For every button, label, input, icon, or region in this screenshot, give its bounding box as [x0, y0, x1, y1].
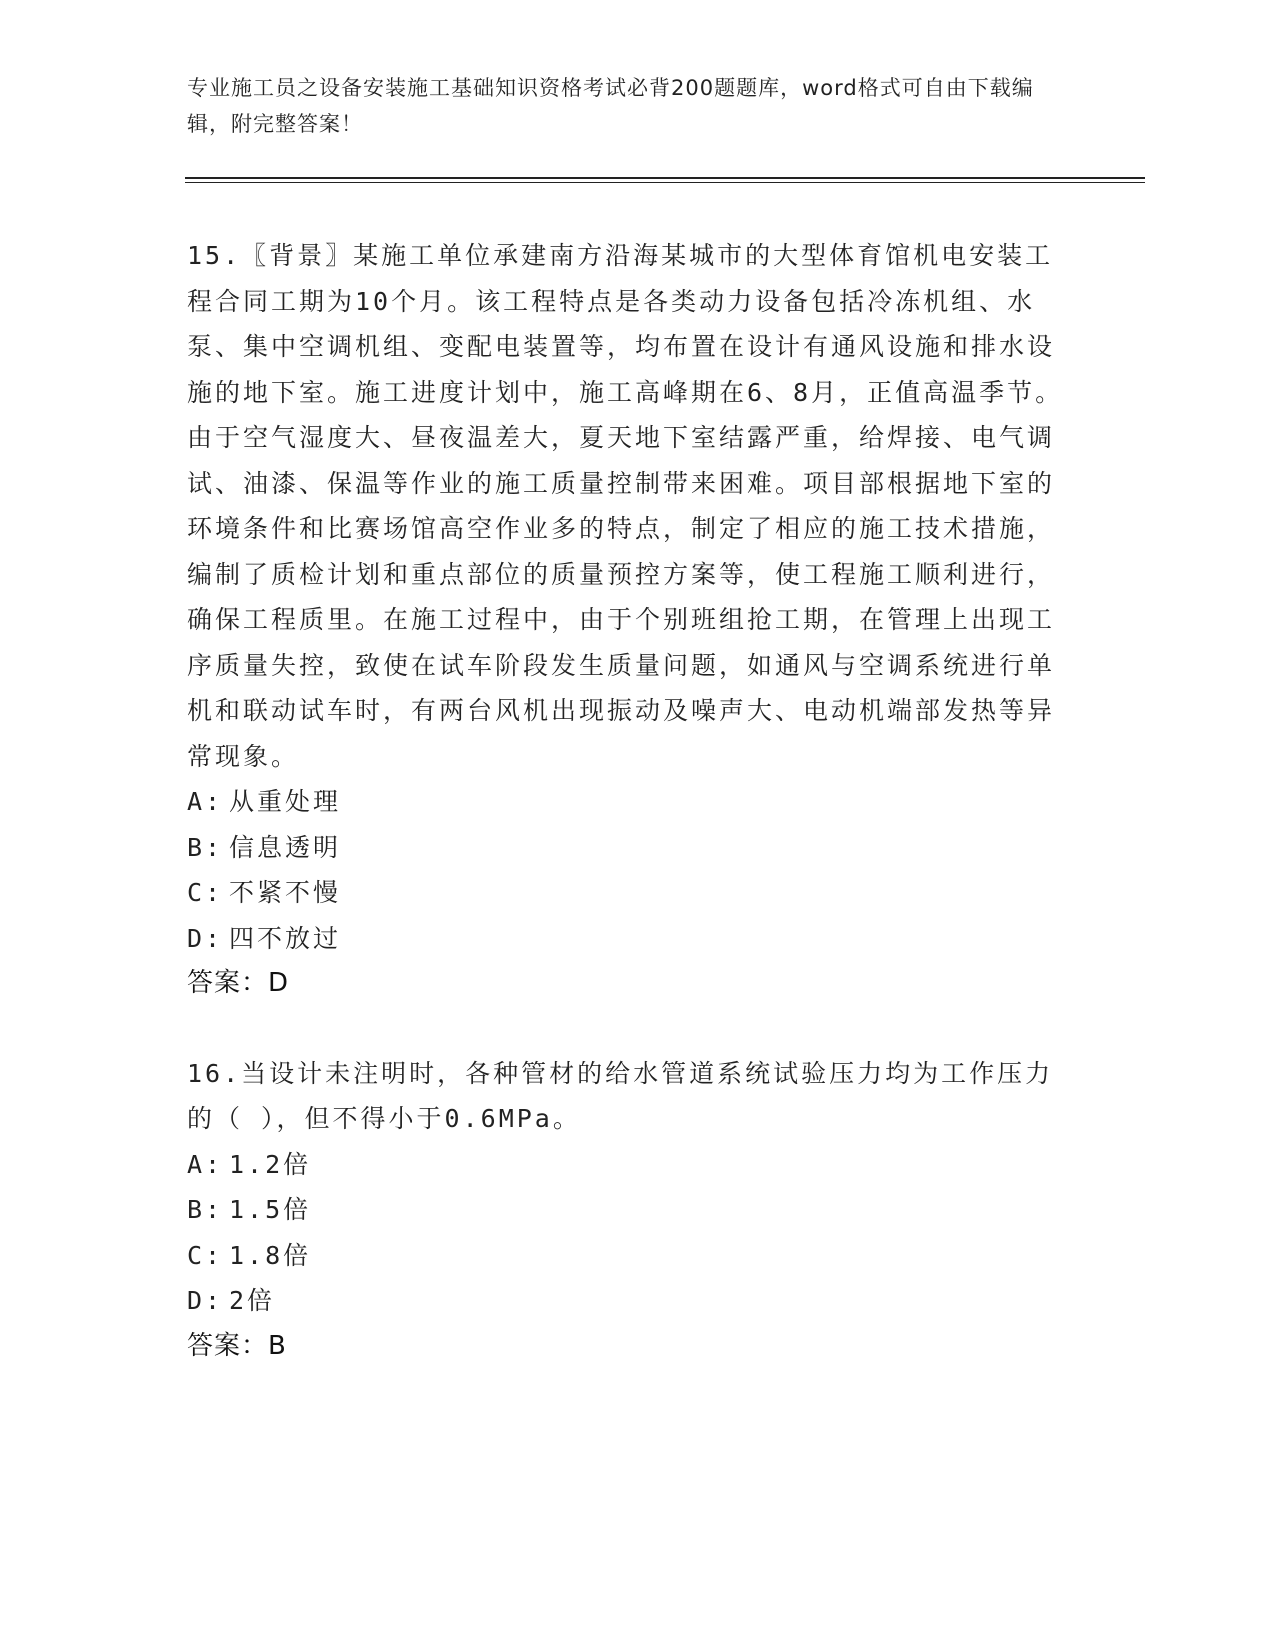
question-body: 当设计未注明时，各种管材的给水管道系统试验压力均为工作压力的（ ），但不得小于0.6MPa。: [187, 1058, 1054, 1133]
option-text: 1.2倍: [229, 1149, 312, 1179]
question-text: [187, 1051, 1067, 1142]
header-rule-thick: [185, 177, 1145, 179]
option-c: [187, 870, 1067, 916]
option-text: 1.5倍: [229, 1195, 312, 1224]
document-header: 专业施工员之设备安装施工基础知识资格考试必背200题题库，word格式可自由下载编辑，附完整答案！: [187, 76, 1034, 136]
option-text: 信息透明: [229, 832, 342, 862]
option-key: D:: [187, 923, 224, 953]
option-c: [187, 1233, 1067, 1279]
answer-text: 答案：D: [187, 968, 290, 998]
option-text: 四不放过: [229, 923, 342, 953]
questions-content: [187, 233, 1067, 1369]
option-text: 从重处理: [229, 787, 342, 816]
option-b: [187, 825, 1067, 871]
option-key: B:: [187, 832, 224, 862]
option-key: D:: [187, 1286, 224, 1315]
option-key: A:: [187, 787, 224, 816]
header-rule-thin: [185, 182, 1145, 183]
option-key: B:: [187, 1195, 224, 1224]
option-text: 1.8倍: [229, 1240, 312, 1270]
question-number: 16.: [187, 1058, 242, 1088]
option-key: A:: [187, 1149, 224, 1179]
option-key: C:: [187, 1240, 224, 1270]
answer-text: 答案：B: [187, 1330, 287, 1361]
option-d: [187, 1278, 1067, 1324]
option-a: [187, 779, 1067, 825]
option-d: [187, 916, 1067, 962]
option-text: 不紧不慢: [229, 878, 342, 907]
option-key: C:: [187, 878, 224, 907]
question-number: 15.: [187, 241, 242, 270]
question-16: [187, 1051, 1067, 1370]
option-b: [187, 1187, 1067, 1233]
option-text: 2倍: [229, 1286, 276, 1315]
question-text: [187, 233, 1067, 779]
option-a: [187, 1142, 1067, 1188]
question-15: [187, 233, 1067, 1007]
question-body: 〖背景〗某施工单位承建南方沿海某城市的大型体育馆机电安装工程合同工期为10个月。该工程特点是各类动力设备包括冷冻机组、水泵、集中空调机组、变配电装置等，均布置在设计有通风设施和排水设施的地下室。施工进度计划中，施工高峰期在6、8月，正值高温季节。由于空气湿度大、昼夜温差大，夏天地下室结露严重，给焊接、电气调试、油漆、保温等作业的施工质量控制带来困难。项目部根据地下室的环境条件和比赛场馆高空作业多的特点，制定了相应的施工技术措施，编制了质检计划和重点部位的质量预控方案等，使工程施工顺利进行，确保工程质里。在施工过程中，由于个别班组抢工期，在管理上出现工序质量失控，致使在试车阶段发生质量问题，如通风与空调系统进行单机和联动试车时，有两台风机出现振动及噪声大、电动机端部发热等异常现象。: [187, 241, 1064, 771]
